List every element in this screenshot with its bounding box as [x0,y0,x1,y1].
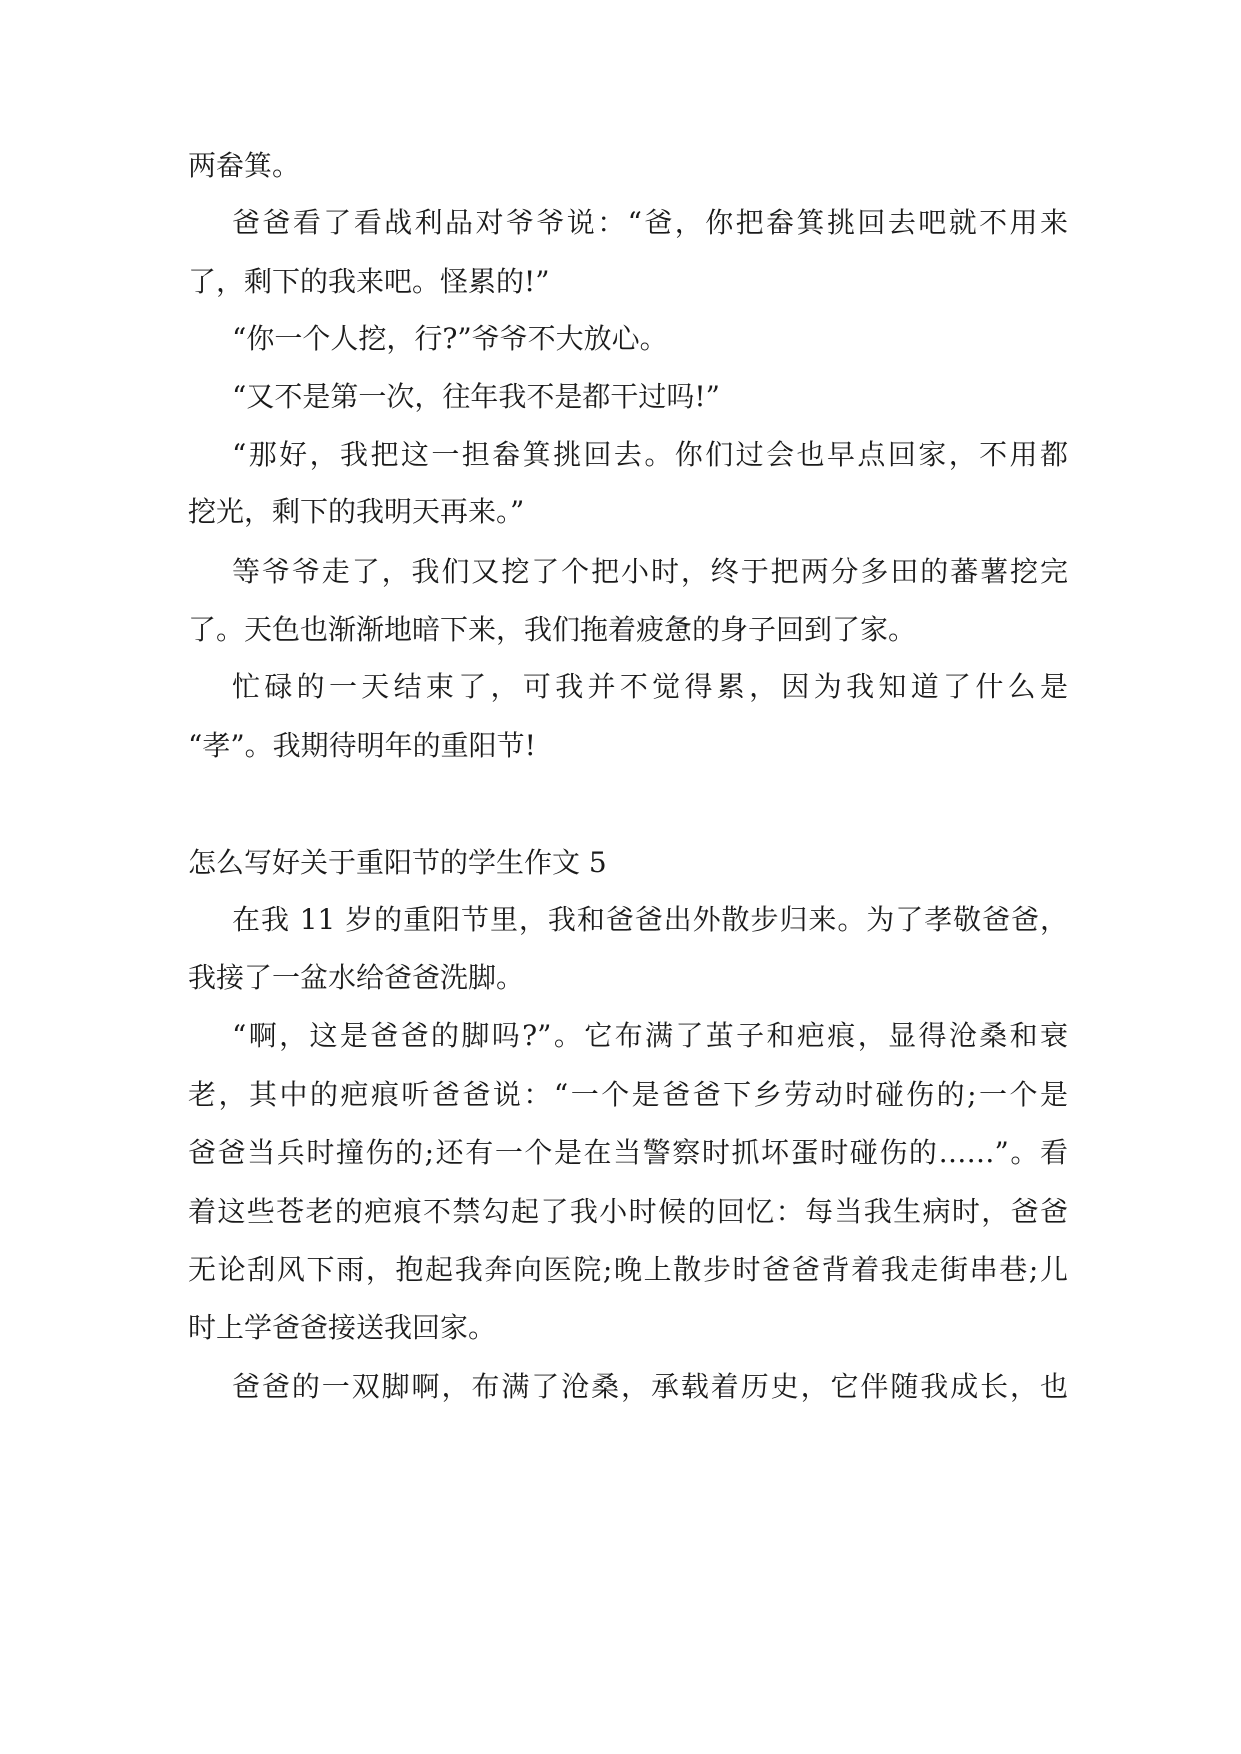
paragraph-line: 挖光，剩下的我明天再来。” [188,495,525,528]
paragraph-line: “又不是第一次，往年我不是都干过吗!” [232,380,720,413]
paragraph-line: “孝”。我期待明年的重阳节! [188,729,536,762]
paragraph-line: 爸爸当兵时撞伤的;还有一个是在当警察时抓坏蛋时碰伤的……”。看 [188,1136,1068,1169]
paragraph-line: “你一个人挖，行?”爷爷不大放心。 [232,322,668,355]
paragraph-line: 爸爸看了看战利品对爷爷说：“爸，你把畚箕挑回去吧就不用来 [232,206,1068,239]
paragraph-line: 着这些苍老的疤痕不禁勾起了我小时候的回忆：每当我生病时，爸爸 [188,1195,1068,1228]
paragraph-line: 等爷爷走了，我们又挖了个把小时，终于把两分多田的蕃薯挖完 [232,555,1068,588]
paragraph-line: 爸爸的一双脚啊，布满了沧桑，承载着历史，它伴随我成长，也 [232,1370,1068,1403]
paragraph-line: 了，剩下的我来吧。怪累的!” [188,265,550,298]
paragraph-line: “那好，我把这一担畚箕挑回去。你们过会也早点回家，不用都 [232,438,1068,471]
paragraph-line: 老，其中的疤痕听爸爸说：“一个是爸爸下乡劳动时碰伤的;一个是 [188,1078,1068,1111]
paragraph-line: 忙碌的一天结束了，可我并不觉得累，因为我知道了什么是 [232,670,1068,703]
section-heading: 怎么写好关于重阳节的学生作文 5 [188,846,607,879]
paragraph-line: 无论刮风下雨，抱起我奔向医院;晚上散步时爸爸背着我走街串巷;儿 [188,1253,1068,1286]
paragraph-line: 时上学爸爸接送我回家。 [188,1311,497,1344]
paragraph-line: 我接了一盆水给爸爸洗脚。 [188,961,525,994]
paragraph-line: “啊，这是爸爸的脚吗?”。它布满了茧子和疤痕，显得沧桑和衰 [232,1019,1068,1052]
paragraph-line: 两畚箕。 [188,149,301,182]
paragraph-line: 了。天色也渐渐地暗下来，我们拖着疲惫的身子回到了家。 [188,613,917,646]
paragraph-line: 在我 11 岁的重阳节里，我和爸爸出外散步归来。为了孝敬爸爸， [232,903,1068,936]
